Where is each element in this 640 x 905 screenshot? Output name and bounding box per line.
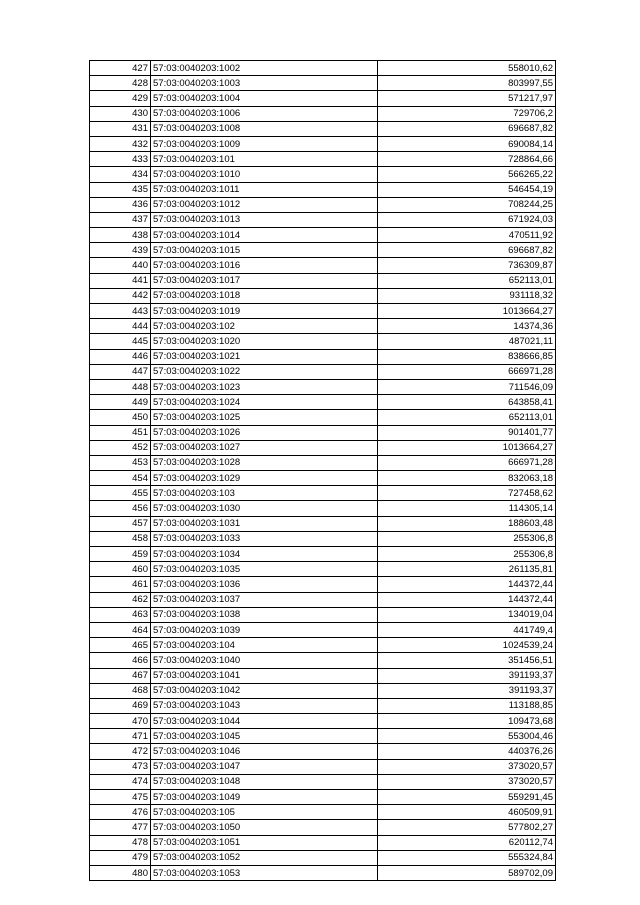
cadastral-number-cell: 57:03:0040203:1039 bbox=[151, 622, 378, 637]
row-number-cell: 440 bbox=[90, 258, 151, 273]
value-cell: 1024539,24 bbox=[378, 638, 556, 653]
cadastral-number-cell: 57:03:0040203:1046 bbox=[151, 744, 378, 759]
table-row bbox=[90, 395, 556, 410]
cadastral-number-cell: 57:03:0040203:1047 bbox=[151, 759, 378, 774]
row-number-cell: 461 bbox=[90, 577, 151, 592]
row-number-cell: 476 bbox=[90, 805, 151, 820]
cadastral-number-cell: 57:03:0040203:1033 bbox=[151, 531, 378, 546]
cadastral-number-cell: 57:03:0040203:1010 bbox=[151, 167, 378, 182]
table-row bbox=[90, 774, 556, 789]
value-cell: 351456,51 bbox=[378, 653, 556, 668]
row-number-cell: 475 bbox=[90, 790, 151, 805]
row-number-cell: 456 bbox=[90, 501, 151, 516]
value-cell: 441749,4 bbox=[378, 622, 556, 637]
row-number-cell: 450 bbox=[90, 410, 151, 425]
table-row bbox=[90, 835, 556, 850]
value-cell: 652113,01 bbox=[378, 410, 556, 425]
cadastral-number-cell: 57:03:0040203:1004 bbox=[151, 91, 378, 106]
table-row bbox=[90, 592, 556, 607]
cadastral-value-table bbox=[89, 60, 556, 881]
table-row bbox=[90, 562, 556, 577]
row-number-cell: 445 bbox=[90, 334, 151, 349]
value-cell: 470511,92 bbox=[378, 228, 556, 243]
cadastral-number-cell: 57:03:0040203:1021 bbox=[151, 349, 378, 364]
value-cell: 652113,01 bbox=[378, 273, 556, 288]
value-cell: 696687,82 bbox=[378, 121, 556, 136]
value-cell: 671924,03 bbox=[378, 212, 556, 227]
value-cell: 708244,25 bbox=[378, 197, 556, 212]
table-row bbox=[90, 790, 556, 805]
row-number-cell: 453 bbox=[90, 455, 151, 470]
row-number-cell: 474 bbox=[90, 774, 151, 789]
value-cell: 391193,37 bbox=[378, 668, 556, 683]
value-cell: 838666,85 bbox=[378, 349, 556, 364]
table-row bbox=[90, 683, 556, 698]
row-number-cell: 428 bbox=[90, 76, 151, 91]
value-cell: 728864,66 bbox=[378, 152, 556, 167]
row-number-cell: 446 bbox=[90, 349, 151, 364]
row-number-cell: 452 bbox=[90, 440, 151, 455]
cadastral-number-cell: 57:03:0040203:1027 bbox=[151, 440, 378, 455]
table-row bbox=[90, 698, 556, 713]
cadastral-number-cell: 57:03:0040203:1034 bbox=[151, 547, 378, 562]
table-row bbox=[90, 243, 556, 258]
cadastral-number-cell: 57:03:0040203:1003 bbox=[151, 76, 378, 91]
table-row bbox=[90, 76, 556, 91]
cadastral-number-cell: 57:03:0040203:1016 bbox=[151, 258, 378, 273]
row-number-cell: 459 bbox=[90, 547, 151, 562]
value-cell: 134019,04 bbox=[378, 607, 556, 622]
table-row bbox=[90, 349, 556, 364]
value-cell: 589702,09 bbox=[378, 865, 556, 880]
row-number-cell: 478 bbox=[90, 835, 151, 850]
row-number-cell: 444 bbox=[90, 319, 151, 334]
cadastral-number-cell: 57:03:0040203:1031 bbox=[151, 516, 378, 531]
table-row bbox=[90, 501, 556, 516]
cadastral-number-cell: 57:03:0040203:1043 bbox=[151, 698, 378, 713]
value-cell: 727458,62 bbox=[378, 486, 556, 501]
row-number-cell: 477 bbox=[90, 820, 151, 835]
table-row bbox=[90, 304, 556, 319]
cadastral-number-cell: 57:03:0040203:1045 bbox=[151, 729, 378, 744]
table-row bbox=[90, 820, 556, 835]
value-cell: 546454,19 bbox=[378, 182, 556, 197]
cadastral-number-cell: 57:03:0040203:1028 bbox=[151, 455, 378, 470]
table-row bbox=[90, 471, 556, 486]
cadastral-number-cell: 57:03:0040203:1023 bbox=[151, 379, 378, 394]
table-row bbox=[90, 638, 556, 653]
row-number-cell: 463 bbox=[90, 607, 151, 622]
row-number-cell: 467 bbox=[90, 668, 151, 683]
value-cell: 553004,46 bbox=[378, 729, 556, 744]
cadastral-number-cell: 57:03:0040203:105 bbox=[151, 805, 378, 820]
row-number-cell: 464 bbox=[90, 622, 151, 637]
cadastral-number-cell: 57:03:0040203:1035 bbox=[151, 562, 378, 577]
row-number-cell: 458 bbox=[90, 531, 151, 546]
table-row bbox=[90, 486, 556, 501]
value-cell: 577802,27 bbox=[378, 820, 556, 835]
table-row bbox=[90, 212, 556, 227]
value-cell: 261135,81 bbox=[378, 562, 556, 577]
cadastral-number-cell: 57:03:0040203:1052 bbox=[151, 850, 378, 865]
table-row bbox=[90, 714, 556, 729]
row-number-cell: 438 bbox=[90, 228, 151, 243]
row-number-cell: 431 bbox=[90, 121, 151, 136]
cadastral-number-cell: 57:03:0040203:1036 bbox=[151, 577, 378, 592]
value-cell: 14374,36 bbox=[378, 319, 556, 334]
row-number-cell: 437 bbox=[90, 212, 151, 227]
cadastral-number-cell: 57:03:0040203:1048 bbox=[151, 774, 378, 789]
table-row bbox=[90, 744, 556, 759]
table-row bbox=[90, 425, 556, 440]
row-number-cell: 447 bbox=[90, 364, 151, 379]
value-cell: 555324,84 bbox=[378, 850, 556, 865]
table-row bbox=[90, 653, 556, 668]
table-row bbox=[90, 622, 556, 637]
table-row bbox=[90, 805, 556, 820]
cadastral-number-cell: 57:03:0040203:1040 bbox=[151, 653, 378, 668]
value-cell: 144372,44 bbox=[378, 592, 556, 607]
value-cell: 643858,41 bbox=[378, 395, 556, 410]
cadastral-number-cell: 57:03:0040203:1029 bbox=[151, 471, 378, 486]
table-row bbox=[90, 865, 556, 880]
row-number-cell: 429 bbox=[90, 91, 151, 106]
value-cell: 711546,09 bbox=[378, 379, 556, 394]
value-cell: 460509,91 bbox=[378, 805, 556, 820]
value-cell: 1013664,27 bbox=[378, 304, 556, 319]
value-cell: 255306,8 bbox=[378, 531, 556, 546]
value-cell: 566265,22 bbox=[378, 167, 556, 182]
value-cell: 666971,28 bbox=[378, 364, 556, 379]
row-number-cell: 479 bbox=[90, 850, 151, 865]
table-row bbox=[90, 319, 556, 334]
table-row bbox=[90, 577, 556, 592]
value-cell: 832063,18 bbox=[378, 471, 556, 486]
cadastral-number-cell: 57:03:0040203:103 bbox=[151, 486, 378, 501]
table-row bbox=[90, 455, 556, 470]
value-cell: 803997,55 bbox=[378, 76, 556, 91]
row-number-cell: 465 bbox=[90, 638, 151, 653]
row-number-cell: 462 bbox=[90, 592, 151, 607]
row-number-cell: 451 bbox=[90, 425, 151, 440]
cadastral-number-cell: 57:03:0040203:1015 bbox=[151, 243, 378, 258]
value-cell: 373020,57 bbox=[378, 774, 556, 789]
value-cell: 558010,62 bbox=[378, 61, 556, 76]
table-row bbox=[90, 273, 556, 288]
row-number-cell: 434 bbox=[90, 167, 151, 182]
cadastral-number-cell: 57:03:0040203:1038 bbox=[151, 607, 378, 622]
value-cell: 255306,8 bbox=[378, 547, 556, 562]
table-row bbox=[90, 516, 556, 531]
table-row bbox=[90, 152, 556, 167]
value-cell: 1013664,27 bbox=[378, 440, 556, 455]
cadastral-number-cell: 57:03:0040203:1025 bbox=[151, 410, 378, 425]
cadastral-number-cell: 57:03:0040203:1014 bbox=[151, 228, 378, 243]
value-cell: 666971,28 bbox=[378, 455, 556, 470]
row-number-cell: 472 bbox=[90, 744, 151, 759]
table-row bbox=[90, 288, 556, 303]
table-row bbox=[90, 850, 556, 865]
value-cell: 144372,44 bbox=[378, 577, 556, 592]
table-row bbox=[90, 228, 556, 243]
cadastral-number-cell: 57:03:0040203:101 bbox=[151, 152, 378, 167]
table-row bbox=[90, 729, 556, 744]
row-number-cell: 454 bbox=[90, 471, 151, 486]
row-number-cell: 480 bbox=[90, 865, 151, 880]
table-row bbox=[90, 759, 556, 774]
cadastral-number-cell: 57:03:0040203:1026 bbox=[151, 425, 378, 440]
row-number-cell: 449 bbox=[90, 395, 151, 410]
cadastral-number-cell: 57:03:0040203:1042 bbox=[151, 683, 378, 698]
value-cell: 114305,14 bbox=[378, 501, 556, 516]
table-row bbox=[90, 136, 556, 151]
cadastral-number-cell: 57:03:0040203:1044 bbox=[151, 714, 378, 729]
table-row bbox=[90, 364, 556, 379]
row-number-cell: 442 bbox=[90, 288, 151, 303]
value-cell: 188603,48 bbox=[378, 516, 556, 531]
cadastral-number-cell: 57:03:0040203:104 bbox=[151, 638, 378, 653]
value-cell: 487021,11 bbox=[378, 334, 556, 349]
table-row bbox=[90, 91, 556, 106]
cadastral-number-cell: 57:03:0040203:1049 bbox=[151, 790, 378, 805]
row-number-cell: 471 bbox=[90, 729, 151, 744]
table-row bbox=[90, 182, 556, 197]
cadastral-number-cell: 57:03:0040203:1019 bbox=[151, 304, 378, 319]
table-row bbox=[90, 197, 556, 212]
cadastral-number-cell: 57:03:0040203:1041 bbox=[151, 668, 378, 683]
value-cell: 109473,68 bbox=[378, 714, 556, 729]
cadastral-number-cell: 57:03:0040203:1024 bbox=[151, 395, 378, 410]
row-number-cell: 435 bbox=[90, 182, 151, 197]
table-row bbox=[90, 61, 556, 76]
value-cell: 690084,14 bbox=[378, 136, 556, 151]
value-cell: 440376,26 bbox=[378, 744, 556, 759]
cadastral-number-cell: 57:03:0040203:1018 bbox=[151, 288, 378, 303]
table-body bbox=[90, 61, 556, 881]
cadastral-number-cell: 57:03:0040203:1009 bbox=[151, 136, 378, 151]
value-cell: 901401,77 bbox=[378, 425, 556, 440]
table-row bbox=[90, 121, 556, 136]
row-number-cell: 441 bbox=[90, 273, 151, 288]
value-cell: 391193,37 bbox=[378, 683, 556, 698]
row-number-cell: 436 bbox=[90, 197, 151, 212]
cadastral-number-cell: 57:03:0040203:1006 bbox=[151, 106, 378, 121]
row-number-cell: 470 bbox=[90, 714, 151, 729]
table-row bbox=[90, 106, 556, 121]
table-row bbox=[90, 607, 556, 622]
cadastral-number-cell: 57:03:0040203:1020 bbox=[151, 334, 378, 349]
cadastral-number-cell: 57:03:0040203:1037 bbox=[151, 592, 378, 607]
value-cell: 620112,74 bbox=[378, 835, 556, 850]
row-number-cell: 433 bbox=[90, 152, 151, 167]
table-row bbox=[90, 531, 556, 546]
table-row bbox=[90, 379, 556, 394]
cadastral-number-cell: 57:03:0040203:1013 bbox=[151, 212, 378, 227]
row-number-cell: 469 bbox=[90, 698, 151, 713]
value-cell: 736309,87 bbox=[378, 258, 556, 273]
table-row bbox=[90, 258, 556, 273]
cadastral-number-cell: 57:03:0040203:1002 bbox=[151, 61, 378, 76]
cadastral-number-cell: 57:03:0040203:102 bbox=[151, 319, 378, 334]
value-cell: 373020,57 bbox=[378, 759, 556, 774]
cadastral-number-cell: 57:03:0040203:1053 bbox=[151, 865, 378, 880]
table-row bbox=[90, 167, 556, 182]
value-cell: 931118,32 bbox=[378, 288, 556, 303]
table-row bbox=[90, 440, 556, 455]
cadastral-number-cell: 57:03:0040203:1030 bbox=[151, 501, 378, 516]
table-row bbox=[90, 668, 556, 683]
row-number-cell: 448 bbox=[90, 379, 151, 394]
row-number-cell: 457 bbox=[90, 516, 151, 531]
row-number-cell: 455 bbox=[90, 486, 151, 501]
cadastral-number-cell: 57:03:0040203:1022 bbox=[151, 364, 378, 379]
table-row bbox=[90, 547, 556, 562]
row-number-cell: 443 bbox=[90, 304, 151, 319]
row-number-cell: 466 bbox=[90, 653, 151, 668]
cadastral-number-cell: 57:03:0040203:1051 bbox=[151, 835, 378, 850]
cadastral-number-cell: 57:03:0040203:1017 bbox=[151, 273, 378, 288]
row-number-cell: 432 bbox=[90, 136, 151, 151]
table-row bbox=[90, 334, 556, 349]
cadastral-number-cell: 57:03:0040203:1008 bbox=[151, 121, 378, 136]
value-cell: 571217,97 bbox=[378, 91, 556, 106]
row-number-cell: 430 bbox=[90, 106, 151, 121]
row-number-cell: 439 bbox=[90, 243, 151, 258]
value-cell: 559291,45 bbox=[378, 790, 556, 805]
row-number-cell: 460 bbox=[90, 562, 151, 577]
table-row bbox=[90, 410, 556, 425]
value-cell: 113188,85 bbox=[378, 698, 556, 713]
cadastral-number-cell: 57:03:0040203:1012 bbox=[151, 197, 378, 212]
row-number-cell: 427 bbox=[90, 61, 151, 76]
cadastral-number-cell: 57:03:0040203:1050 bbox=[151, 820, 378, 835]
row-number-cell: 468 bbox=[90, 683, 151, 698]
cadastral-number-cell: 57:03:0040203:1011 bbox=[151, 182, 378, 197]
value-cell: 729706,2 bbox=[378, 106, 556, 121]
row-number-cell: 473 bbox=[90, 759, 151, 774]
value-cell: 696687,82 bbox=[378, 243, 556, 258]
